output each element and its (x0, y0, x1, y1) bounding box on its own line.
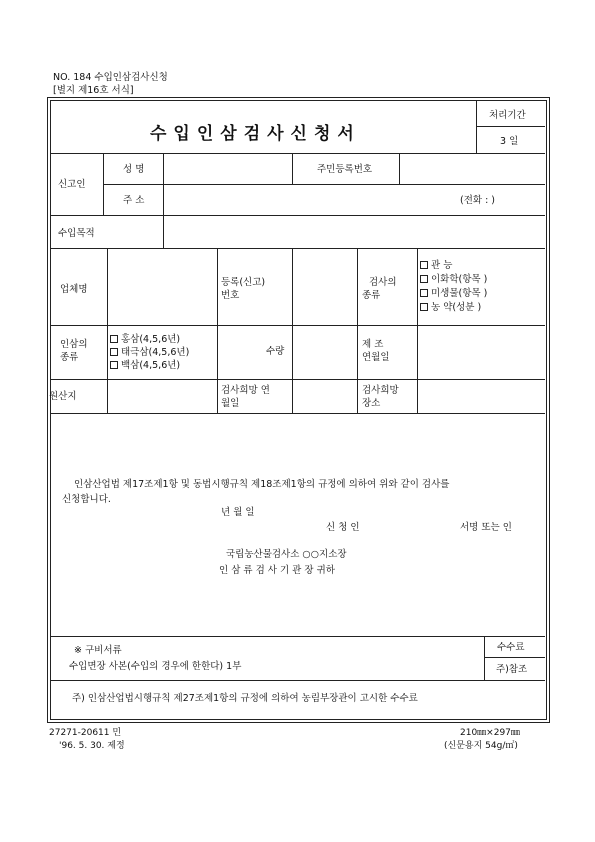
manufacture-date-field[interactable] (420, 328, 542, 376)
processing-period-label: 처리기간 (489, 110, 526, 121)
address-field[interactable] (166, 188, 446, 212)
inspection-type-label-2: 종류 (362, 290, 381, 301)
check-sensory[interactable]: 관 능 (420, 260, 452, 271)
desired-place-label-2: 장소 (362, 398, 381, 409)
resident-number-label: 주민등록번호 (317, 164, 373, 175)
name-field[interactable] (166, 157, 288, 181)
check-microbial[interactable]: 미생물(항목 ) (420, 288, 487, 299)
form-title: 수입인삼검사신청서 (150, 124, 361, 144)
option-white-ginseng[interactable]: 백삼(4,5,6년) (110, 360, 180, 371)
applicant-label: 신고인 (58, 179, 86, 190)
checkbox-icon (110, 348, 118, 356)
purpose-label: 수입목적 (58, 228, 95, 239)
company-label: 업체명 (60, 284, 88, 295)
fee-value: 주)참조 (496, 664, 528, 675)
required-docs-item: 수입면장 사본(수입의 경우에 한한다) 1부 (69, 661, 242, 672)
processing-period-value: 3 일 (500, 136, 519, 147)
registration-label-2: 번호 (221, 290, 240, 301)
desired-date-field[interactable] (295, 382, 354, 410)
desired-date-label: 검사희망 연 (221, 385, 270, 396)
form-type: [별지 제16호 서식] (53, 85, 134, 96)
ginseng-type-label: 인삼의 (60, 339, 88, 350)
desired-place-field[interactable] (420, 382, 542, 410)
phone-label: (전화 : ) (460, 195, 496, 206)
quantity-label: 수량 (266, 346, 285, 357)
checkbox-icon (420, 275, 428, 283)
resident-number-field[interactable] (402, 157, 542, 181)
company-field[interactable] (110, 252, 214, 322)
form-code: 27271-20611 민 (49, 728, 122, 738)
origin-field[interactable] (110, 382, 214, 410)
manufacture-date-label: 제 조 (362, 339, 384, 350)
address-label: 주 소 (123, 195, 145, 206)
registration-label: 등록(신고) (221, 277, 266, 288)
recipient-line: 국립농산물검사소 ○○지소장 (226, 549, 347, 560)
desired-place-label: 검사희망 (362, 385, 399, 396)
date-line: 년 월 일 (221, 507, 255, 518)
manufacture-date-label-2: 연월일 (362, 352, 390, 363)
signature-label: 서명 또는 인 (460, 522, 512, 533)
declaration-text-2: 신청합니다. (62, 494, 111, 505)
name-label: 성 명 (123, 164, 145, 175)
option-red-ginseng[interactable]: 홍삼(4,5,6년) (110, 334, 180, 345)
purpose-field[interactable] (166, 219, 542, 245)
required-docs-title: ※ 구비서류 (74, 645, 122, 656)
applicant-sign-label: 신 청 인 (326, 522, 360, 533)
checkbox-icon (420, 303, 428, 311)
check-pesticide[interactable]: 농 약(성분 ) (420, 302, 481, 313)
checkbox-icon (110, 335, 118, 343)
declaration-text: 인삼산업법 제17조제1항 및 동법시행규칙 제18조제1항의 규정에 의하여 위와 같이 검사를 (74, 479, 450, 490)
ginseng-type-label-2: 종류 (60, 352, 79, 363)
registration-number-field[interactable] (295, 252, 354, 322)
checkbox-icon (420, 261, 428, 269)
form-number: NO. 184 수입인삼검사신청 (53, 72, 168, 83)
quantity-field[interactable] (295, 328, 354, 376)
fee-label: 수수료 (497, 642, 525, 653)
enactment-date: '96. 5. 30. 제정 (59, 741, 125, 751)
option-taeguk-ginseng[interactable]: 태극삼(4,5,6년) (110, 347, 189, 358)
checkbox-icon (420, 289, 428, 297)
inspection-type-label: 검사의 (369, 277, 397, 288)
origin-label: 원산지 (49, 391, 77, 402)
recipient-line-2: 인 삼 류 검 사 기 관 장 귀하 (219, 565, 335, 576)
fee-note: 주) 인삼산업법시행규칙 제27조제1항의 규정에 의하여 농림부장관이 고시한 수수료 (72, 693, 418, 704)
paper-size: 210㎜×297㎜ (460, 728, 520, 738)
desired-date-label-2: 월일 (221, 398, 240, 409)
paper-type: (신문용지 54g/㎡) (444, 741, 518, 751)
check-physicochemical[interactable]: 이화학(항목 ) (420, 274, 487, 285)
checkbox-icon (110, 361, 118, 369)
